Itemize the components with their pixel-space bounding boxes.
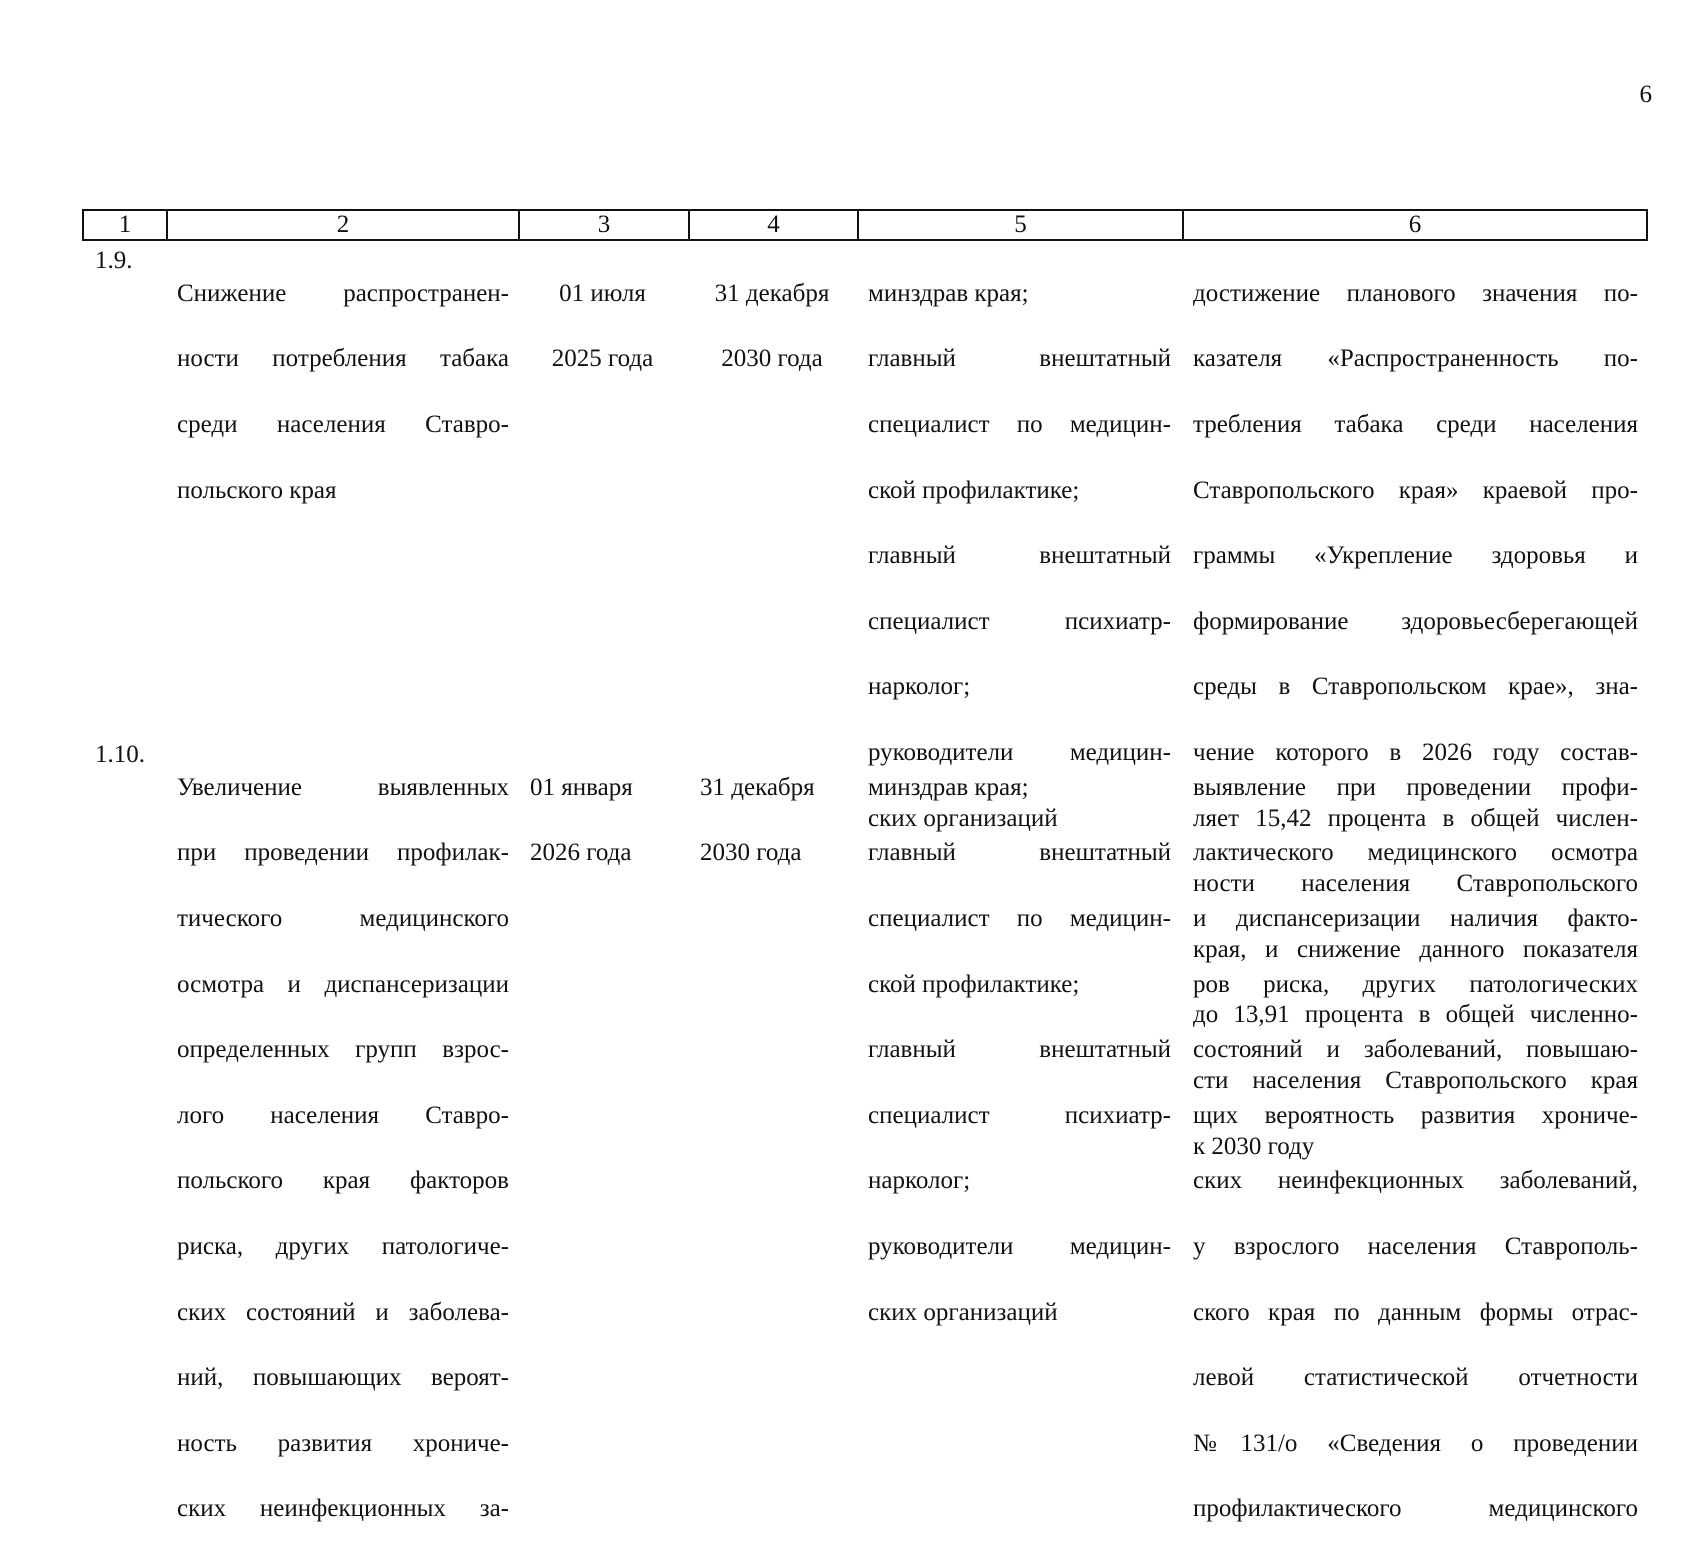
activity-name: Снижение распространен- ности потребления табака среди населения Ставро- польского края <box>177 279 509 504</box>
table-column-header <box>82 209 1648 241</box>
row-number: 1.9. <box>95 247 133 274</box>
expected-result: выявление при проведении профи- лактического медицинского осмотра и диспансеризации наличия факто- ров риска, других патологических состояний и заболеваний, повышаю- щих вероятность развития хрониче- ских неинфекционных заболеваний, у взрослого населения Ставрополь- ского края по данным формы отрас- левой статистической отчетности №131/о «Сведения о проведении профилактического медицинского <box>1193 773 1638 1523</box>
page-number: 6 <box>1639 81 1652 108</box>
activity-name: Увеличение выявленных при проведении профилак- тического медицинского осмотра и диспансеризации определенных групп взрос- лого населения Ставро- польского края факторов риска, других патологиче- ских состояний и заболева- ний, повышающих вероят- ность развития хрониче- ских неинфекционных за- <box>177 773 509 1523</box>
expected-result: достижение планового значения по- казателя «Распространенность по- требления табака среди населения Ставропольского края» краевой про- граммы «Укрепление здоровья и формирование здоровьесберегающей среды в Ставропольском крае», зна- чение которого в 2026 году состав- ляет 15,42 процента в общей числен- ности населения Ставропольского края, и снижение данного показателя до 13,91 процента в общей численно- сти населения Ставропольского края к 2030 году <box>1193 279 1638 1160</box>
end-date: 31 декабря 2030 года <box>700 773 815 867</box>
start-date: 01 июля 2025 года <box>551 279 654 373</box>
column-header-5: 5 <box>859 211 1184 239</box>
start-date: 01 января 2026 года <box>530 773 633 867</box>
end-date: 31 декабря 2030 года <box>714 279 830 373</box>
column-header-6: 6 <box>1408 211 1422 238</box>
column-header-1: 1 <box>84 211 168 239</box>
column-header-4: 4 <box>690 211 859 239</box>
responsible-parties: минздрав края; главный внештатный специалист по медицин- ской профилактике; главный внештатный специалист психиатр- нарколог; руководители медицин- ских организаций <box>868 773 1171 1326</box>
row-number: 1.10. <box>95 741 145 768</box>
column-header-2: 2 <box>168 211 520 239</box>
responsible-parties: минздрав края; главный внештатный специалист по медицин- ской профилактике; главный внештатный специалист психиатр- нарколог; руководители медицин- ских организаций <box>868 279 1171 832</box>
column-header-3: 3 <box>520 211 690 239</box>
